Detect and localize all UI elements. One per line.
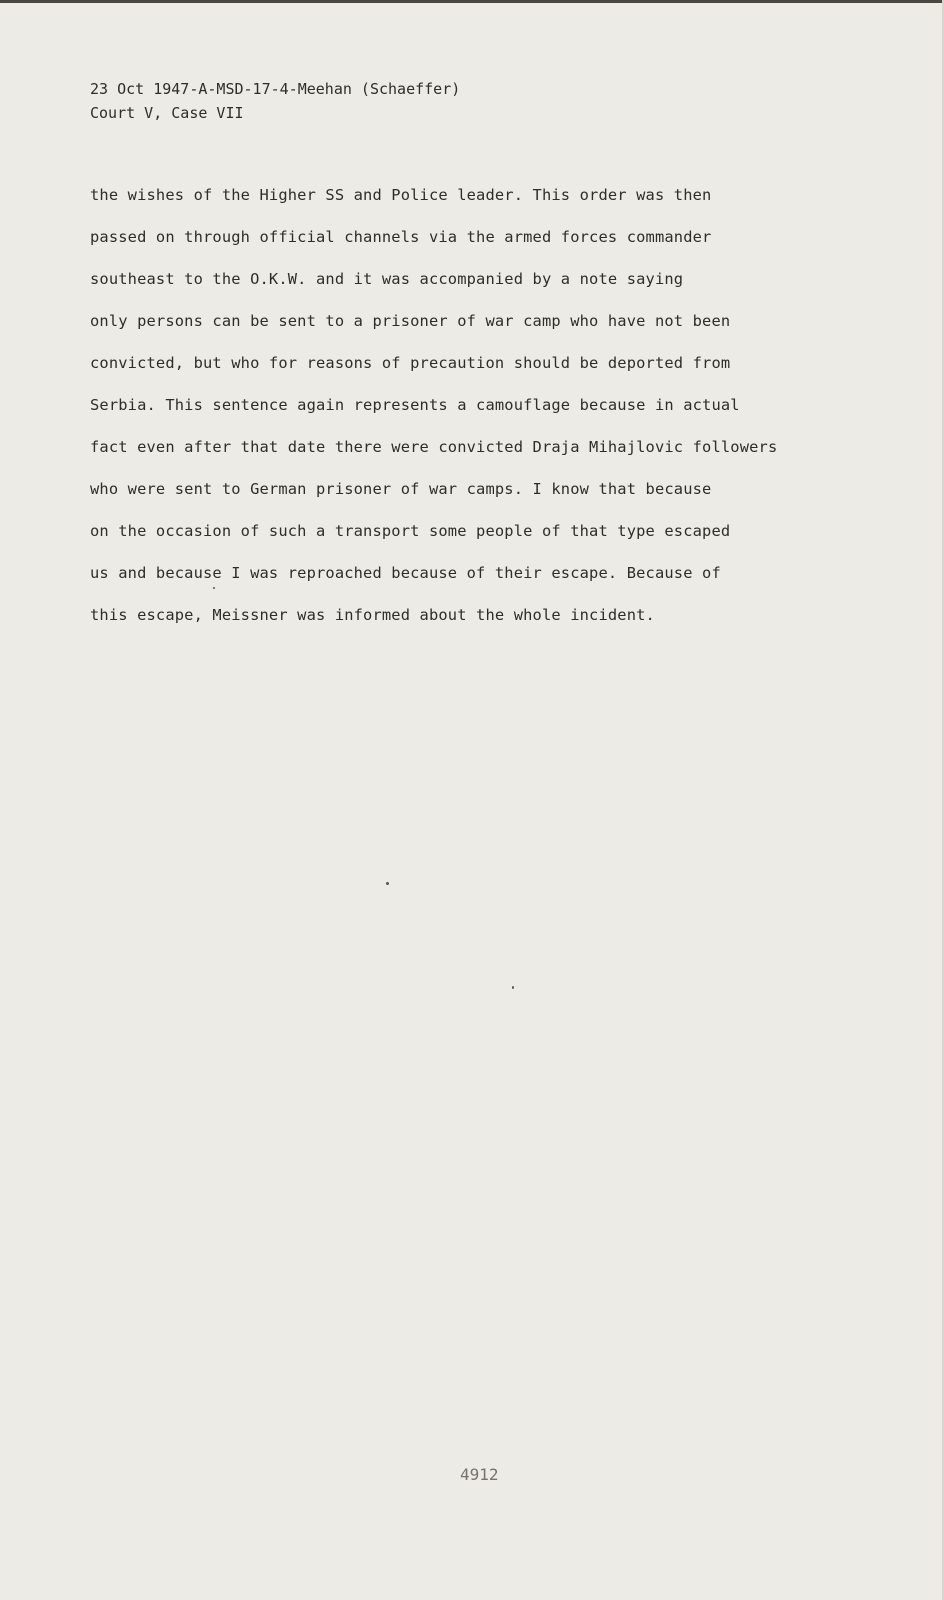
scan-top-edge [0, 0, 944, 3]
paper-speck [386, 882, 389, 885]
body-line-11: this escape, Meissner was informed about the whole incident. [90, 606, 655, 624]
body-line-5: convicted, but who for reasons of precaution should be deported from [90, 354, 731, 372]
document-header-line-2: Court V, Case VII [90, 104, 244, 122]
body-line-4: only persons can be sent to a prisoner of war camp who have not been [90, 312, 731, 330]
body-line-8: who were sent to German prisoner of war camps. I know that because [90, 480, 712, 498]
body-line-10: us and because I was reproached because of their escape. Because of [90, 564, 721, 582]
body-line-7: fact even after that date there were convicted Draja Mihajlovic followers [90, 438, 778, 456]
page-number: 4912 [460, 1465, 499, 1484]
body-line-6: Serbia. This sentence again represents a camouflage because in actual [90, 396, 740, 414]
body-line-2: passed on through official channels via the armed forces commander [90, 228, 712, 246]
paper-speck [213, 587, 215, 589]
document-header-line-1: 23 Oct 1947-A-MSD-17-4-Meehan (Schaeffer) [90, 80, 461, 98]
body-line-9: on the occasion of such a transport some people of that type escaped [90, 522, 731, 540]
body-line-3: southeast to the O.K.W. and it was accompanied by a note saying [90, 270, 684, 288]
paper-speck [512, 986, 514, 989]
body-line-1: the wishes of the Higher SS and Police leader. This order was then [90, 186, 712, 204]
